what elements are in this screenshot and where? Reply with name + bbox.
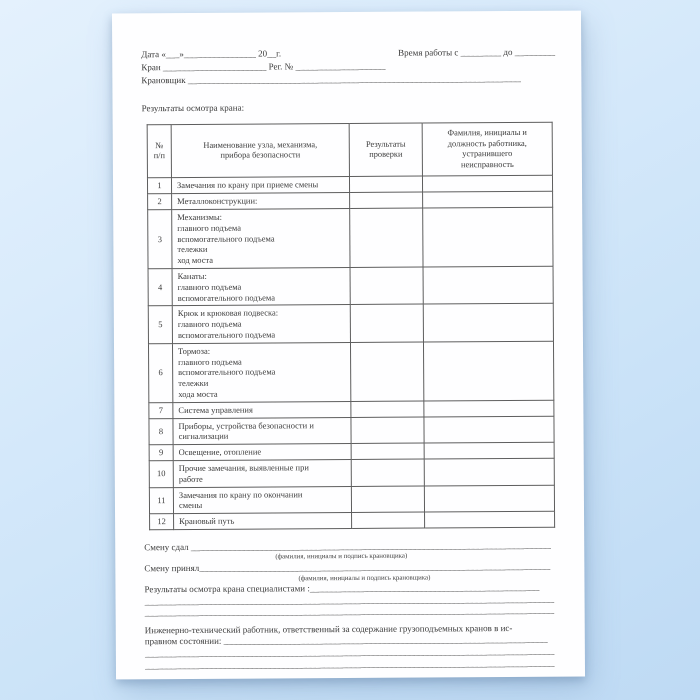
fixer-cell: [424, 400, 554, 417]
row-name: Крановый путь: [174, 513, 352, 530]
result-cell: [351, 417, 424, 444]
row-name: Приборы, устройства безопасности и сигнализации: [173, 417, 351, 445]
row-number: 6: [148, 343, 172, 402]
specialists-line: Результаты осмотра крана специалистами :___________________________________________________: [144, 581, 540, 595]
result-cell: [350, 342, 423, 401]
result-cell: [350, 208, 423, 267]
header-line-1: [141, 46, 555, 62]
table-row: [148, 207, 553, 268]
date-line: Дата «___»________________ 20__г.: [141, 48, 282, 60]
result-cell: [350, 192, 423, 208]
row-name: Металлоконструкции:: [172, 193, 350, 210]
row-number: 7: [149, 402, 173, 418]
fixer-cell: [424, 485, 554, 512]
row-name: Система управления: [173, 401, 351, 418]
crane-line: Кран _______________________ Рег. № ____________________: [141, 60, 386, 73]
engineer-line-1: Инженерно-технический работник, ответственный за содержание грузоподъемных кранов в ис-: [144, 622, 513, 636]
table-row: [148, 304, 553, 344]
fixer-cell: [423, 341, 553, 401]
shift-taken-note: (фамилия, инициалы и подпись крановщика): [298, 574, 431, 582]
column-header-results: Результаты проверки: [349, 123, 422, 177]
fixer-cell: [423, 207, 553, 267]
fixer-cell: [423, 304, 553, 342]
table-row: [149, 458, 554, 487]
blank-line: ___________________________________________________________________________________________: [144, 645, 555, 659]
fixer-cell: [424, 458, 554, 485]
row-number: 10: [149, 460, 173, 487]
shift-given-line: Смену сдал ________________________________________________________________________________: [144, 539, 551, 553]
engineer-paragraph: [145, 623, 559, 649]
result-cell: [350, 267, 423, 305]
result-cell: [351, 486, 424, 513]
fixer-cell: [423, 266, 553, 304]
fixer-cell: [425, 511, 555, 528]
shift-taken-line: Смену принял______________________________________________________________________________: [144, 560, 551, 574]
section-title: Результаты осмотра крана:: [141, 102, 245, 114]
row-name: Замечания по крану по окончании смены: [173, 486, 351, 514]
row-number: 5: [148, 306, 172, 344]
fixer-cell: [424, 442, 554, 459]
result-cell: [349, 176, 422, 192]
result-cell: [351, 459, 424, 486]
column-header-fixer: Фамилия, инициалы и должность работника, устранившего неисправность: [422, 122, 552, 176]
column-header-name: Наименование узла, механизма, прибора безопасности: [171, 123, 349, 177]
blank-line: ___________________________________________________________________________________________: [144, 657, 555, 670]
table-row: [150, 511, 555, 529]
blank-line: ___________________________________________________________________________________________: [144, 605, 555, 618]
row-name: Прочие замечания, выявленные при работе: [173, 459, 351, 487]
row-name: Замечания по крану при приеме смены: [171, 177, 349, 194]
row-number: 3: [148, 210, 172, 269]
fixer-cell: [422, 176, 552, 193]
row-name: Крюк и крюковая подвеска: главного подъема вспомогательного подъема: [172, 305, 350, 343]
column-header-number: № п/п: [147, 125, 171, 179]
table-row: [149, 416, 554, 445]
work-time-line: Время работы с _________ до _________: [398, 46, 556, 58]
fixer-cell: [423, 191, 553, 208]
result-cell: [351, 443, 424, 459]
table-row: [149, 485, 554, 514]
row-name: Тормоза: главного подъема вспомогательного подъема тележки хода моста: [172, 342, 350, 402]
result-cell: [350, 304, 423, 342]
form-footer: [144, 540, 559, 672]
row-number: 12: [150, 514, 174, 530]
table-row: [148, 341, 553, 402]
shift-given-note: (фамилия, инициалы и подпись крановщика): [275, 553, 408, 561]
engineer-line-2: правном состоянии: ________________________________________________________________________: [144, 634, 548, 647]
table-row: [148, 266, 553, 306]
fixer-cell: [424, 416, 554, 443]
blank-line: ___________________________________________________________________________________________: [144, 593, 555, 606]
row-name: Канаты: главного подъема вспомогательного подъема: [172, 267, 350, 305]
inspection-table-body: [147, 176, 554, 530]
form-content: [112, 11, 585, 680]
inspection-table: [147, 122, 555, 530]
row-number: 1: [147, 178, 171, 194]
row-number: 9: [149, 445, 173, 461]
row-number: 2: [148, 194, 172, 210]
table-header: [147, 122, 552, 178]
row-name: Механизмы: главного подъема вспомогательного подъема тележки ход моста: [172, 208, 350, 268]
form-page: [112, 11, 585, 680]
row-number: 8: [149, 418, 173, 445]
result-cell: [351, 401, 424, 417]
result-cell: [352, 512, 425, 528]
row-number: 11: [149, 487, 173, 514]
operator-line: Крановщик __________________________________________________________________________: [141, 72, 521, 86]
row-number: 4: [148, 269, 172, 307]
row-name: Освещение, отопление: [173, 444, 351, 461]
